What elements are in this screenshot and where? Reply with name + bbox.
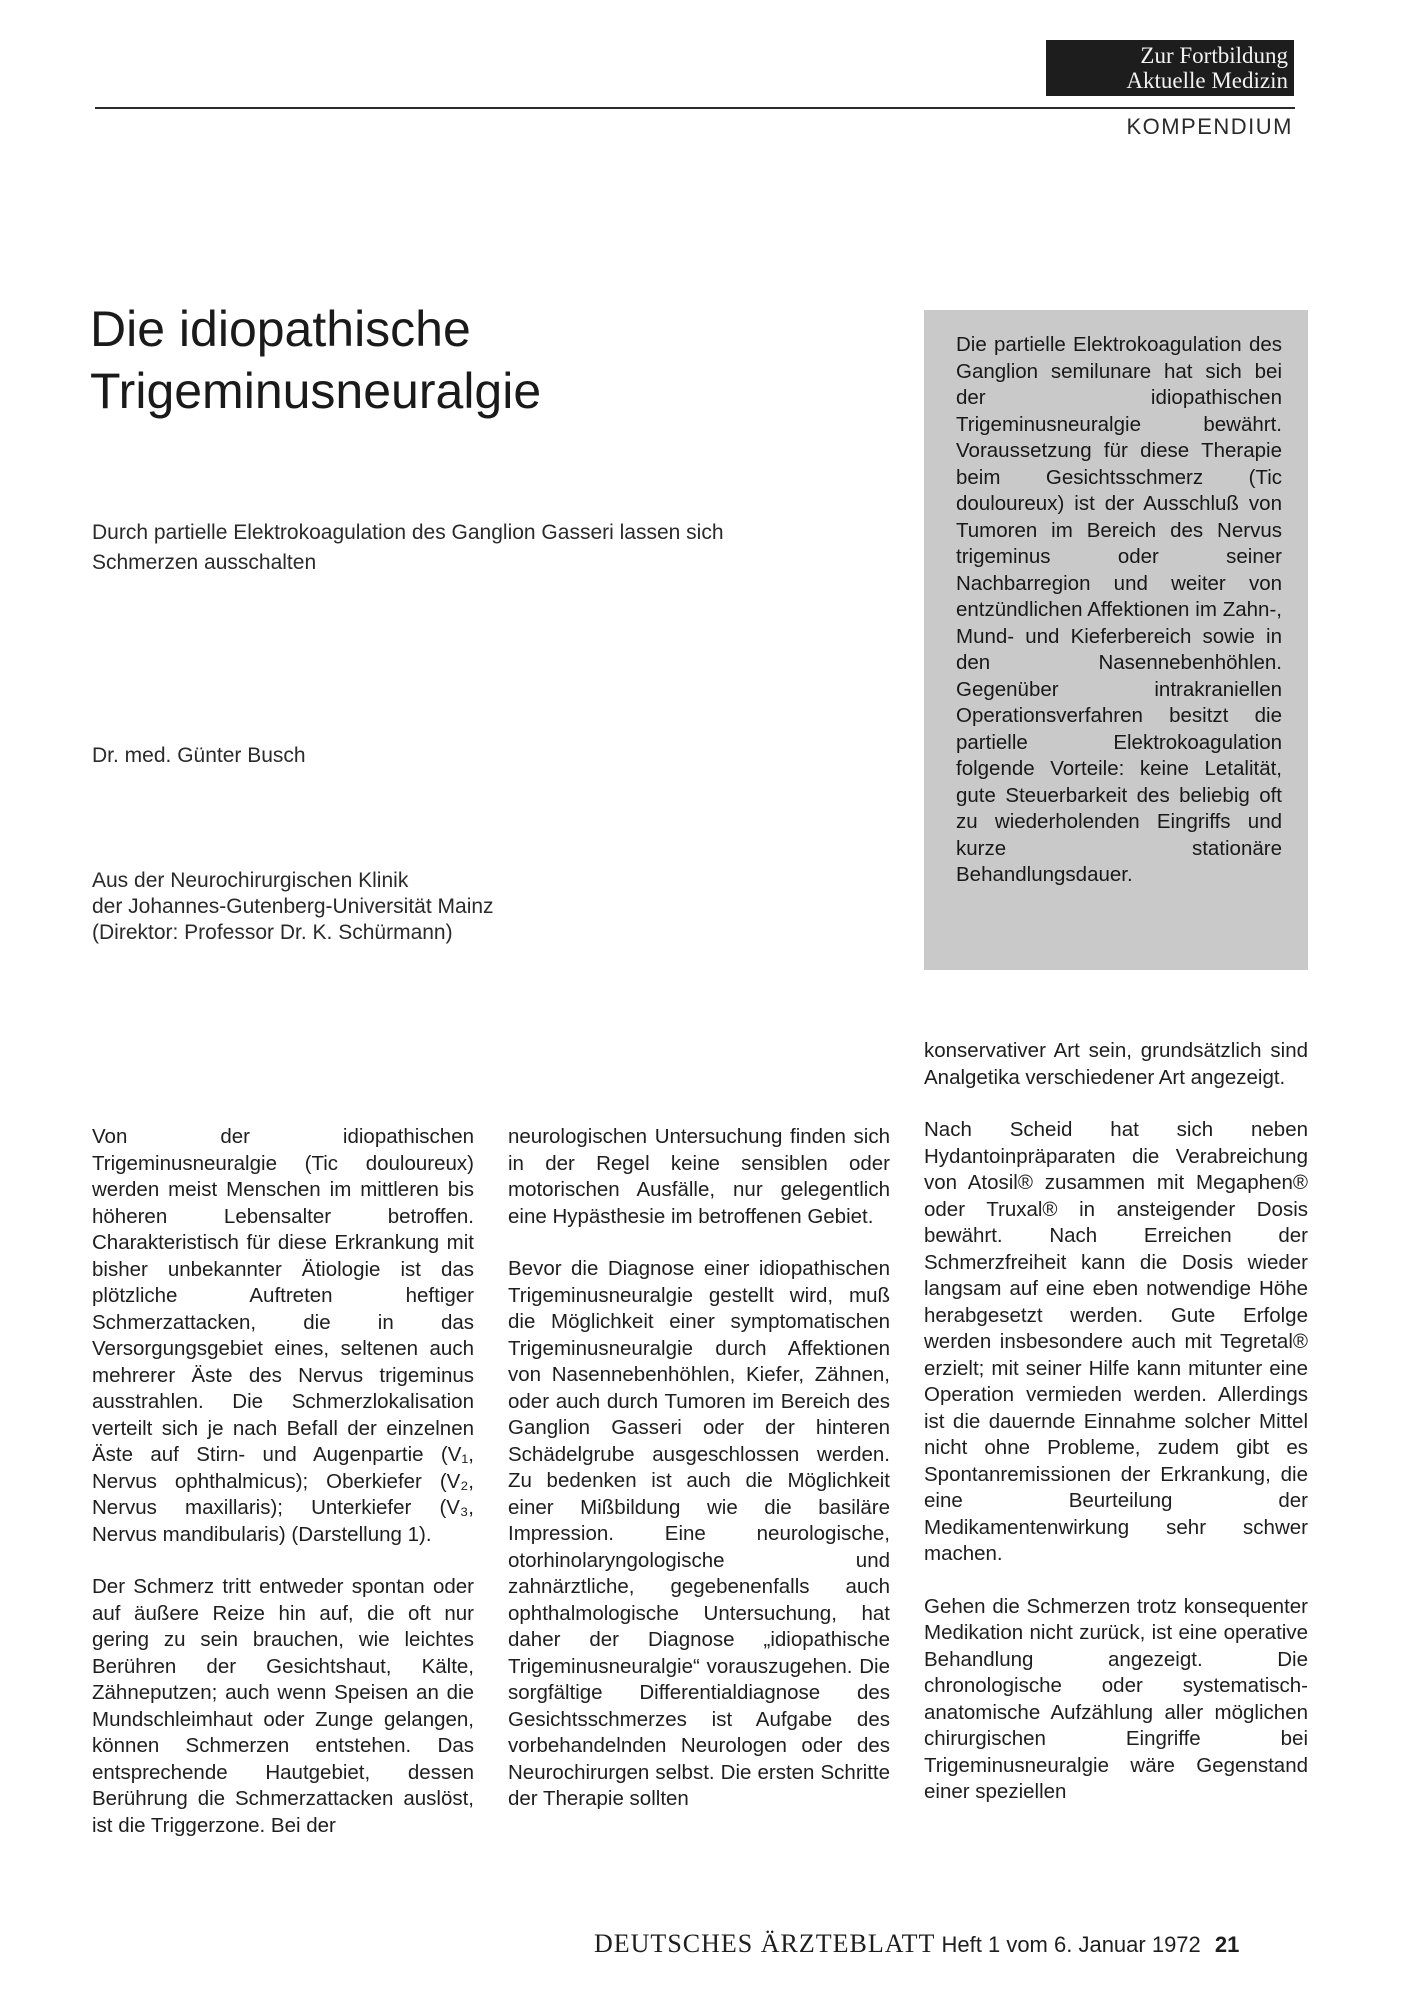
paragraph: Von der idiopathischen Trigeminusneuralgie (Tic douloureux) werden meist Menschen im mittleren bis höheren Lebensalter betroffen. Charakteristisch für diese Erkrankung mit bisher unbekannter Ätiologie ist das plötzliche Auftreten heftiger Schmerzattacken, die in das Versorgungsgebiet eines, seltenen auch mehrerer Äste des Nervus trigeminus ausstrahlen. Die Schmerzlokalisation verteilt sich je nach Befall der einzelnen Äste auf Stirn- und Augenpartie (V₁, Nervus ophthalmicus); Oberkiefer (V₂, Nervus maxillaris); Unterkiefer (V₃, Nervus mandibularis) (Darstellung 1).	[92, 1125, 474, 1546]
paragraph: konservativer Art sein, grundsätzlich sind Analgetika verschiedener Art angezeigt.	[924, 1039, 1308, 1089]
article-subtitle: Durch partielle Elektrokoagulation des Ganglion Gasseri lassen sich Schmerzen ausschalten	[92, 521, 724, 574]
paragraph: Der Schmerz tritt entweder spontan oder auf äußere Reize hin auf, die oft nur gering zu sein brauchen, wie leichtes Berühren der Gesichtshaut, Kälte, Zähneputzen; auch wenn Speisen an die Mundschleimhaut oder Zunge gelangen, können Schmerzen entstehen. Das entsprechende Hautgebiet, dessen Berührung die Schmerzattacken auslöst, ist die Triggerzone. Bei der	[92, 1575, 474, 1837]
badge-line-2: Aktuelle Medizin	[1126, 68, 1288, 93]
page-number: 21	[1214, 1932, 1240, 1957]
affiliation-line-3: (Direktor: Professor Dr. K. Schürmann)	[92, 921, 453, 944]
issue-info: Heft 1 vom 6. Januar 1972	[941, 1932, 1201, 1957]
paragraph: Gehen die Schmerzen trotz konsequenter Medikation nicht zurück, ist eine operative Behandlung angezeigt. Die chronologische oder systematisch-anatomische Aufzählung aller möglichen chirurgischen Eingriffe bei Trigeminusneuralgie wäre Gegenstand einer speziellen	[924, 1594, 1308, 1803]
journal-name: DEUTSCHES ÄRZTEBLATT	[594, 1929, 936, 1958]
body-column-3	[924, 1038, 1308, 1832]
title-line-2: Trigeminusneuralgie	[90, 363, 542, 419]
badge-line-1: Zur Fortbildung	[1140, 43, 1288, 68]
article-title	[90, 298, 790, 422]
affiliation-line-1: Aus der Neurochirurgischen Klinik	[92, 869, 409, 892]
author-affiliation	[92, 868, 732, 946]
title-line-1: Die idiopathische	[90, 301, 471, 357]
paragraph: Nach Scheid hat sich neben Hydantoinpräparaten die Verabreichung von Atosil® zusammen mit Megaphen® oder Truxal® in ansteigender Dosis bewährt. Nach Erreichen der Schmerzfreiheit kann die Dosis wieder langsam auf eine eben notwendige Höhe herabgesetzt werden. Gute Erfolge werden insbesondere auch mit Tegretal® erzielt; mit seiner Hilfe kann mitunter eine Operation vermieden werden. Allerdings ist die dauernde Einnahme solcher Mittel nicht ohne Probleme, zudem gibt es Spontanremissionen der Erkrankung, die eine Beurteilung der Medikamentenwirkung sehr schwer machen.	[924, 1118, 1308, 1565]
abstract-box: Die partielle Elektrokoagulation des Ganglion semilunare hat sich bei der idiopathischen Trigeminusneuralgie bewährt. Voraussetzung für diese Therapie beim Gesichtsschmerz (Tic douloureux) ist der Ausschluß von Tumoren im Bereich des Nervus trigeminus oder seiner Nachbarregion und weiter von entzündlichen Affektionen im Zahn-, Mund- und Kieferbereich sowie in den Nasennebenhöhlen. Gegenüber intrakraniellen Operationsverfahren besitzt die partielle Elektrokoagulation folgende Vorteile: keine Letalität, gute Steuerbarkeit des beliebig oft zu wiederholenden Eingriffs und kurze stationäre Behandlungsdauer.	[924, 310, 1308, 970]
page-footer	[594, 1929, 1310, 1959]
paragraph: Bevor die Diagnose einer idiopathischen Trigeminusneuralgie gestellt wird, muß die Möglichkeit einer symptomatischen Trigeminusneuralgie durch Affektionen von Nasennebenhöhlen, Kiefer, Zähnen, oder auch durch Tumoren im Bereich des Ganglion Gasseri oder der hinteren Schädelgrube ausgeschlossen werden. Zu bedenken ist auch die Möglichkeit einer Mißbildung wie die basiläre Impression. Eine neurologische, otorhinolaryngologische und zahnärztliche, gegebenenfalls auch ophthalmologische Untersuchung, hat daher der Diagnose „idiopathische Trigeminusneuralgie“ vorauszugehen. Die sorgfältige Differentialdiagnose des Gesichtsschmerzes ist Aufgabe des vorbehandelnden Neurologen oder des Neurochirurgen selbst. Die ersten Schritte der Therapie sollten	[508, 1257, 890, 1810]
paragraph: neurologischen Untersuchung finden sich in der Regel keine sensiblen oder motorischen Ausfälle, nur gelegentlich eine Hypästhesie im betroffenen Gebiet.	[508, 1125, 890, 1228]
article-author: Dr. med. Günter Busch	[92, 744, 306, 767]
section-badge	[1046, 40, 1294, 96]
section-label: KOMPENDIUM	[1126, 114, 1293, 139]
affiliation-line-2: der Johannes-Gutenberg-Universität Mainz	[92, 895, 494, 918]
body-column-1	[92, 1124, 474, 1865]
header-rule	[95, 107, 1295, 109]
body-column-2	[508, 1124, 890, 1839]
